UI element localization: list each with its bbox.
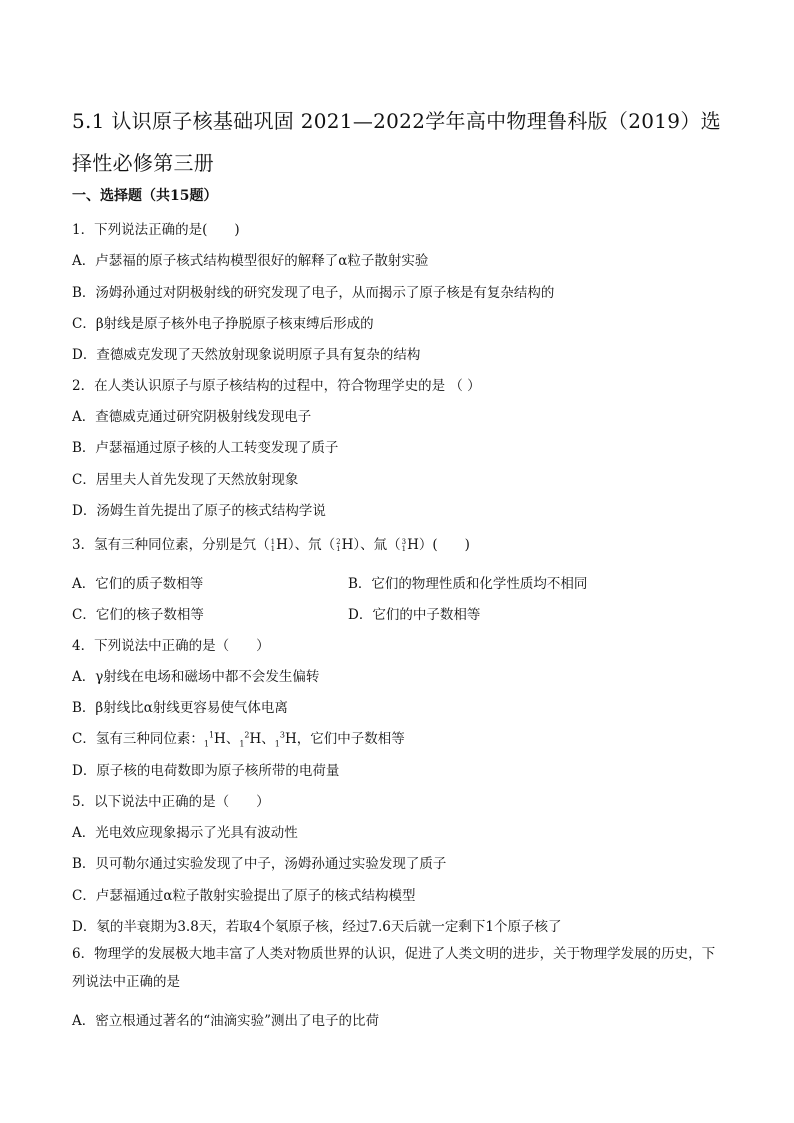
question-1-option-c: C．β射线是原子核外电子挣脱原子核束缚后形成的 (72, 316, 374, 332)
question-3-stem-text: ）、氘（ (287, 537, 336, 553)
isotope-notation (271, 539, 275, 553)
question-5-option-d: D．氡的半衰期为3.8天，若取4个氡原子核，经过7.6天后就一定剩下1个原子核了 (72, 919, 562, 935)
atomic-number: 1 (274, 739, 280, 749)
element-symbol: H (214, 731, 226, 747)
question-3-option-a: A．它们的质子数相等 (72, 576, 204, 592)
question-5-stem: 5．以下说法中正确的是（ ） (72, 794, 270, 810)
mass-number: 1 (270, 537, 276, 546)
question-4-option-a: A．γ射线在电场和磁场中都不会发生偏转 (72, 669, 320, 685)
question-4-stem: 4．下列说法中正确的是（ ） (72, 638, 270, 654)
question-2-stem: 2．在人类认识原子与原子核结构的过程中，符合物理学史的是 （ ） (72, 378, 481, 394)
question-2-option-b: B．卢瑟福通过原子核的人工转变发现了质子 (72, 440, 339, 456)
atomic-number: 1 (270, 544, 276, 553)
isotope-notation (336, 539, 340, 553)
atomic-number: 1 (239, 739, 245, 749)
question-1-option-a: A．卢瑟福的原子核式结构模型很好的解释了α粒子散射实验 (72, 253, 429, 269)
question-3-option-d: D．它们的中子数相等 (348, 607, 481, 623)
question-3-stem-text: ）、氚（ (353, 537, 401, 553)
question-1-option-b: B．汤姆孙通过对阴极射线的研究发现了电子，从而揭示了原子核是有复杂结构的 (72, 285, 555, 301)
element-symbol: H (249, 731, 262, 747)
question-2-option-c: C．居里夫人首先发现了天然放射现象 (72, 472, 299, 488)
question-5-option-b: B．贝可勒尔通过实验发现了中子，汤姆孙通过实验发现了质子 (72, 856, 447, 872)
question-6-option-a: A．密立根通过著名的“油滴实验”测出了电子的比荷 (72, 1013, 380, 1029)
question-3-stem-text: 3．氢有三种同位素，分别是氕（ (72, 537, 270, 553)
section-heading: 一、选择题（共15题） (72, 188, 218, 204)
question-2-option-d: D．汤姆生首先提出了原子的核式结构学说 (72, 503, 326, 519)
mass-number: 3 (279, 730, 285, 740)
question-2-option-a: A．查德威克通过研究阴极射线发现电子 (72, 409, 312, 425)
atomic-number: 1 (336, 544, 341, 553)
question-4-option-d: D．原子核的电荷数即为原子核所带的电荷量 (72, 763, 340, 779)
isotope-notation (402, 539, 406, 553)
element-symbol: H (276, 537, 288, 553)
question-3-stem (72, 533, 470, 553)
atomic-number: 1 (203, 739, 209, 749)
mass-number: 3 (401, 537, 407, 546)
mass-number: 2 (244, 730, 250, 740)
question-3-option-c: C．它们的核子数相等 (72, 607, 204, 623)
question-3-stem-text: ）( ) (418, 537, 470, 553)
mass-number: 2 (336, 537, 341, 546)
document-title: 5.1 认识原子核基础巩固 2021—2022学年高中物理鲁科版（2019）选择性必修第三册 (72, 109, 721, 175)
question-4-option-c: C．氢有三种同位素：$_1^1$H、$_1^2$H、$_1^3$H，它们中子数相等 (72, 730, 405, 749)
question-6-stem: 6．物理学的发展极大地丰富了人类对物质世界的认识，促进了人类文明的进步，关于物理学发展的历史，下列说法中正确的是 (72, 946, 716, 990)
atomic-number: 1 (401, 544, 407, 553)
question-3-option-b: B．它们的物理性质和化学性质均不相同 (348, 576, 588, 592)
element-symbol: H (407, 537, 419, 553)
question-5-option-c: C．卢瑟福通过α粒子散射实验提出了原子的核式结构模型 (72, 888, 416, 904)
question-4-option-b: B．β射线比α射线更容易使气体电离 (72, 700, 288, 716)
question-1-option-d: D．查德威克发现了天然放射现象说明原子具有复杂的结构 (72, 347, 421, 363)
question-1-stem: 1．下列说法正确的是( ) (72, 222, 240, 238)
option-text: C．氢有三种同位素： (72, 731, 204, 747)
question-5-option-a: A．光电效应现象揭示了光具有波动性 (72, 825, 298, 841)
element-symbol: H (284, 731, 297, 747)
option-text: ，它们中子数相等 (296, 731, 405, 747)
element-symbol: H (341, 537, 354, 553)
mass-number: 1 (208, 730, 215, 740)
